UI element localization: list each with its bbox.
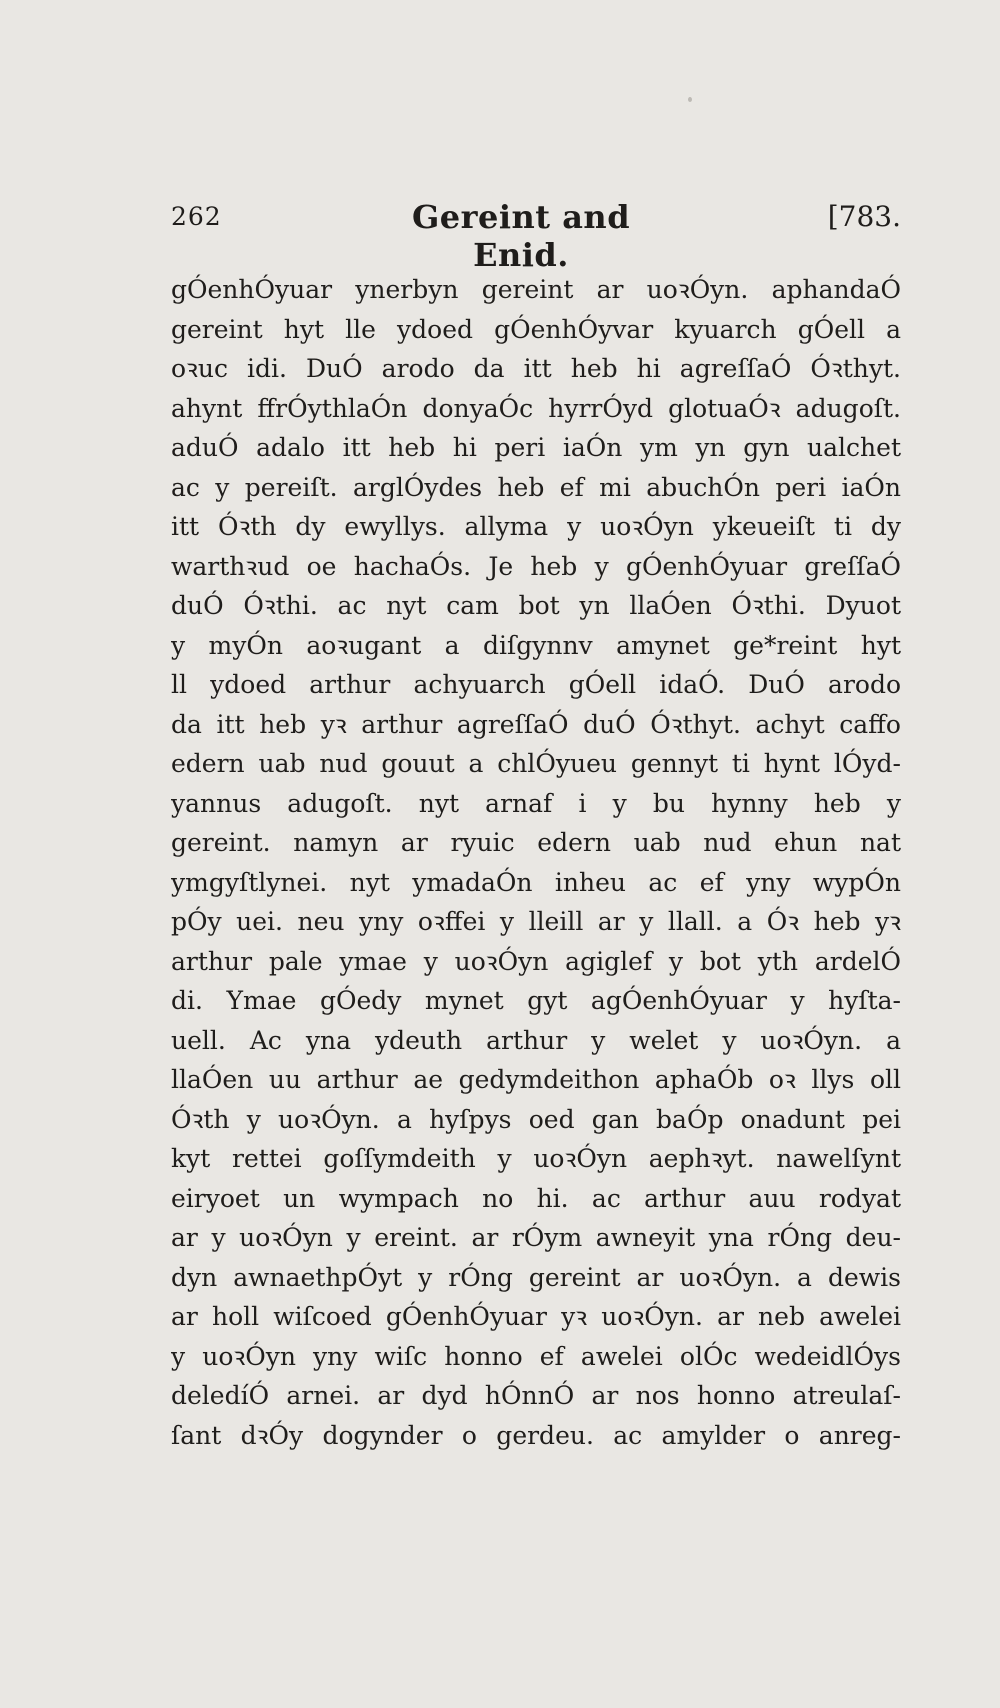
paper-speck — [688, 97, 692, 102]
text-line: ahynt ffrÓythlaÓn donyaÓc hyrrÓyd glotuaÓꝛ adugoſt. — [171, 393, 901, 423]
text-line: ſant dꝛÓy dogynder o gerdeu. ac amylder o anreg- — [171, 1420, 901, 1450]
text-line: y myÓn aoꝛugant a diſgynnv amynet ge*reint hyt — [171, 630, 901, 660]
text-line: gereint hyt lle ydoed gÓenhÓyvar kyuarch gÓell a — [171, 314, 901, 344]
text-line: ll ydoed arthur achyuarch gÓell idaÓ. DuÓ arodo — [171, 670, 901, 699]
text-line: eiryoet un wympach no hi. ac arthur auu rodyat — [171, 1183, 901, 1213]
text-line: ymgyſtlynei. nyt ymadaÓn inheu ac ef yny wypÓn — [171, 867, 901, 897]
text-line: da itt heb yꝛ arthur agreſſaÓ duÓ Óꝛthyt. achyt caffo — [171, 709, 901, 739]
text-line: ac y pereiſt. arglÓydes heb ef mi abuchÓn peri iaÓn — [171, 472, 901, 502]
text-line: duÓ Óꝛthi. ac nyt cam bot yn llaÓen Óꝛthi. Dyuot — [171, 591, 901, 620]
text-line: aduÓ adalo itt heb hi peri iaÓn ym yn gyn ualchet — [171, 433, 901, 462]
text-line: y uoꝛÓyn yny wiſc honno ef awelei olÓc wedeidlÓys — [171, 1341, 901, 1371]
text-line: Óꝛth y uoꝛÓyn. a hyſpys oed gan baÓp onadunt pei — [171, 1104, 901, 1134]
text-line: ar holl wiſcoed gÓenhÓyuar yꝛ uoꝛÓyn. ar neb awelei — [171, 1302, 901, 1331]
text-line: oꝛuc idi. DuÓ arodo da itt heb hi agreſſaÓ Óꝛthyt. — [171, 354, 901, 383]
text-line: di. Ymae gÓedy mynet gyt agÓenhÓyuar y hyſta- — [171, 986, 901, 1015]
text-line: llaÓen uu arthur ae gedymdeithon aphaÓb oꝛ llys oll — [171, 1065, 901, 1094]
folio-reference: [783. — [827, 200, 901, 233]
page-header — [171, 198, 901, 274]
text-line: arthur pale ymae y uoꝛÓyn agiglef y bot yth ardelÓ — [171, 946, 901, 976]
text-line: ar y uoꝛÓyn y ereint. ar rÓym awneyit yna rÓng deu- — [171, 1223, 901, 1252]
page-number: 262 — [171, 202, 222, 231]
body-text — [171, 270, 901, 1455]
text-line: itt Óꝛth dy ewyllys. allyma y uoꝛÓyn ykeueiſt ti dy — [171, 512, 901, 541]
text-line: gÓenhÓyuar ynerbyn gereint ar uoꝛÓyn. aphandaÓ — [171, 275, 901, 304]
text-line: warthꝛud oe hachaÓs. Je heb y gÓenhÓyuar greſſaÓ — [171, 551, 901, 581]
text-line: dyn awnaethpÓyt y rÓng gereint ar uoꝛÓyn. a dewis — [171, 1262, 901, 1292]
running-title: Gereint and Enid. — [411, 198, 631, 274]
text-line: pÓy uei. neu yny oꝛffei y lleill ar y llall. a Óꝛ heb yꝛ — [171, 907, 901, 936]
text-line: yannus adugoſt. nyt arnaf i y bu hynny heb y — [171, 788, 901, 818]
text-line: kyt rettei goſſymdeith y uoꝛÓyn aephꝛyt. nawelſynt — [171, 1144, 901, 1173]
text-line: gereint. namyn ar ryuic edern uab nud ehun nat — [171, 828, 901, 857]
text-line: uell. Ac yna ydeuth arthur y welet y uoꝛÓyn. a — [171, 1025, 901, 1055]
text-line: deledíÓ arnei. ar dyd hÓnnÓ ar nos honno atreulaſ- — [171, 1381, 901, 1410]
text-line: edern uab nud gouut a chlÓyueu gennyt ti hynt lÓyd- — [171, 749, 901, 778]
